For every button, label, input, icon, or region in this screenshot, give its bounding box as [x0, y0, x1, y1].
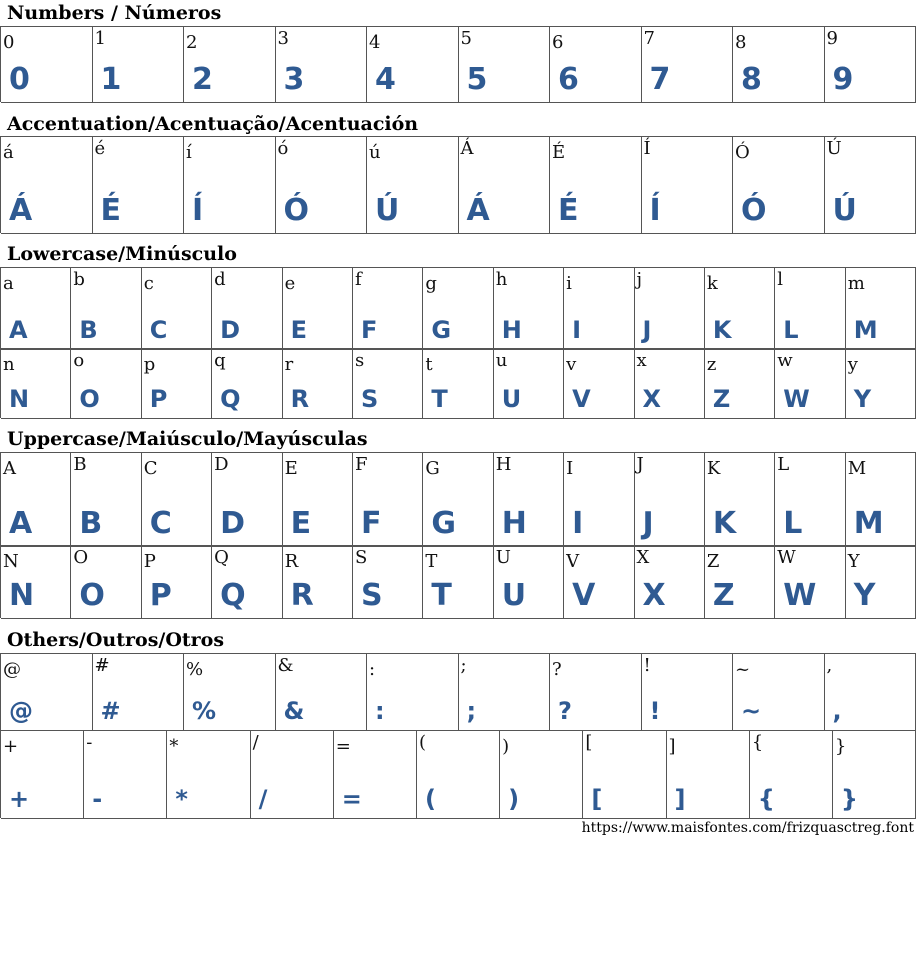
character-label: ? [552, 659, 562, 680]
glyph-cell [167, 731, 250, 819]
glyph-cell [93, 137, 185, 234]
glyph-cell [705, 349, 775, 419]
font-sample-glyph: ] [674, 785, 686, 813]
glyph-cell [71, 546, 141, 619]
font-sample-glyph: } [840, 785, 858, 813]
character-label: 2 [186, 32, 198, 53]
character-label: S [354, 547, 368, 568]
glyph-cell [667, 731, 750, 819]
glyph-cell [705, 546, 775, 619]
glyph-row [0, 348, 916, 418]
glyph-cell [775, 546, 845, 619]
font-sample-glyph: O [79, 385, 100, 413]
font-sample-glyph: L [783, 316, 799, 344]
character-label: B [73, 454, 87, 475]
character-label: a [3, 273, 14, 294]
character-label: = [335, 736, 351, 757]
character-label: u [495, 350, 508, 371]
font-sample-glyph: T [431, 385, 448, 413]
section-title: Numbers / Números [7, 2, 222, 24]
character-label: c [143, 273, 154, 294]
glyph-cell [212, 453, 282, 547]
font-sample-glyph: Í [649, 193, 661, 228]
glyph-cell [334, 731, 417, 819]
font-sample-glyph: 7 [649, 62, 671, 97]
glyph-cell [635, 268, 705, 350]
character-label: 7 [643, 28, 655, 49]
font-sample-glyph: A [9, 316, 28, 344]
section-title: Accentuation/Acentuação/Acentuación [7, 113, 419, 135]
glyph-cell [459, 137, 551, 234]
font-sample-glyph: B [79, 316, 98, 344]
glyph-cell [212, 546, 282, 619]
character-label: s [354, 350, 365, 371]
character-label: v [566, 354, 577, 375]
character-label: K [706, 458, 721, 479]
glyph-cell [283, 453, 353, 547]
character-label: 1 [94, 28, 106, 49]
character-label: + [3, 736, 19, 757]
character-label: á [3, 142, 14, 163]
glyph-cell [276, 137, 368, 234]
character-label: ! [643, 655, 651, 676]
character-label: # [94, 655, 110, 676]
character-label: 5 [460, 28, 472, 49]
font-sample-glyph: X [642, 578, 666, 613]
character-label: J [636, 454, 644, 475]
glyph-cell [846, 546, 916, 619]
glyph-row [0, 545, 916, 618]
character-label: 6 [552, 32, 564, 53]
font-sample-glyph: S [360, 578, 383, 613]
font-sample-glyph: H [501, 316, 522, 344]
glyph-cell [1, 546, 71, 619]
character-label: * [169, 736, 179, 757]
character-label: b [73, 269, 85, 290]
glyph-cell [564, 453, 634, 547]
font-sample-glyph: : [375, 697, 385, 725]
glyph-cell [423, 546, 493, 619]
glyph-cell [564, 546, 634, 619]
font-sample-glyph: Ó [741, 193, 767, 228]
font-sample-glyph: Ú [375, 193, 400, 228]
glyph-cell [71, 453, 141, 547]
font-sample-glyph: / [258, 785, 268, 813]
font-sample-glyph: K [712, 316, 732, 344]
glyph-cell [423, 349, 493, 419]
character-label: y [847, 354, 858, 375]
font-sample-glyph: 0 [9, 62, 30, 97]
glyph-cell [500, 731, 583, 819]
glyph-cell [775, 453, 845, 547]
font-sample-glyph: Z [712, 578, 735, 613]
character-label: T [425, 551, 438, 572]
glyph-cell [459, 27, 551, 103]
glyph-cell [550, 137, 642, 234]
character-label: Q [214, 547, 229, 568]
glyph-cell [367, 137, 459, 234]
font-sample-glyph: Ú [832, 193, 857, 228]
glyph-row [0, 26, 916, 102]
character-label: G [425, 458, 440, 479]
glyph-cell [1, 27, 93, 103]
glyph-cell [353, 268, 423, 350]
glyph-row [0, 136, 916, 233]
glyph-cell [583, 731, 666, 819]
glyph-cell [423, 268, 493, 350]
glyph-cell [635, 546, 705, 619]
font-sample-glyph: I [572, 316, 582, 344]
character-label: ) [502, 736, 510, 757]
character-label: N [3, 551, 19, 572]
font-sample-glyph: Y [853, 385, 872, 413]
font-sample-glyph: I [572, 506, 584, 541]
character-label: / [252, 732, 259, 753]
character-label: ; [460, 655, 467, 676]
glyph-cell [1, 731, 84, 819]
character-label: k [706, 273, 718, 294]
font-sample-glyph: ; [466, 697, 477, 725]
font-sample-glyph: R [290, 578, 314, 613]
font-sample-glyph: 9 [832, 62, 854, 97]
font-sample-glyph: ) [508, 785, 520, 813]
character-label: n [3, 354, 15, 375]
glyph-cell [71, 268, 141, 350]
font-sample-glyph: ( [424, 785, 436, 813]
glyph-cell [1, 349, 71, 419]
section-title: Others/Outros/Otros [7, 629, 225, 651]
character-label: ú [369, 142, 381, 163]
glyph-cell [705, 453, 775, 547]
font-sample-glyph: ? [558, 697, 572, 725]
font-sample-glyph: 5 [466, 62, 488, 97]
glyph-cell [494, 453, 564, 547]
character-label: q [214, 350, 226, 371]
character-label: w [777, 350, 793, 371]
character-label: R [284, 551, 299, 572]
font-sample-glyph: W [783, 385, 810, 413]
font-sample-glyph: S [360, 385, 379, 413]
glyph-cell [550, 27, 642, 103]
glyph-cell [494, 546, 564, 619]
character-label: j [636, 269, 643, 290]
character-label: Ó [735, 142, 750, 163]
character-label: Z [706, 551, 720, 572]
glyph-cell [733, 27, 825, 103]
character-label: F [354, 454, 368, 475]
character-label: O [73, 547, 89, 568]
font-sample-glyph: J [642, 316, 652, 344]
glyph-cell [142, 546, 212, 619]
font-sample-glyph: P [149, 578, 172, 613]
character-label: i [566, 273, 572, 294]
font-sample-glyph: { [757, 785, 775, 813]
glyph-cell [184, 27, 276, 103]
source-url: https://www.maisfontes.com/frizquasctreg.font [581, 820, 914, 836]
font-sample-glyph: G [431, 506, 456, 541]
font-sample-glyph: F [360, 506, 382, 541]
font-sample-glyph: Q [220, 385, 241, 413]
glyph-cell [733, 137, 825, 234]
font-sample-glyph: 4 [375, 62, 396, 97]
glyph-cell [642, 27, 734, 103]
glyph-cell [93, 654, 185, 731]
glyph-cell [276, 654, 368, 731]
character-label: e [284, 273, 296, 294]
font-sample-glyph: = [341, 785, 362, 813]
glyph-cell [550, 654, 642, 731]
font-sample-glyph: T [431, 578, 452, 613]
character-label: 8 [735, 32, 747, 53]
character-label: 0 [3, 32, 15, 53]
glyph-cell [212, 349, 282, 419]
glyph-cell [423, 453, 493, 547]
glyph-cell [459, 654, 551, 731]
font-sample-glyph: 1 [100, 62, 122, 97]
glyph-cell [353, 453, 423, 547]
glyph-row [0, 730, 916, 818]
character-label: m [847, 273, 865, 294]
font-sample-glyph: D [220, 506, 246, 541]
character-label: D [214, 454, 229, 475]
font-sample-glyph: @ [9, 697, 33, 725]
character-label: x [636, 350, 647, 371]
character-label: X [636, 547, 650, 568]
glyph-cell [1, 453, 71, 547]
character-label: , [826, 655, 833, 676]
font-sample-glyph: R [290, 385, 310, 413]
character-label: r [284, 354, 294, 375]
character-label: @ [3, 659, 21, 680]
glyph-cell [367, 654, 459, 731]
character-label: É [552, 142, 566, 163]
font-sample-glyph: % [192, 697, 217, 725]
font-sample-glyph: , [832, 697, 842, 725]
font-sample-glyph: Á [9, 193, 33, 228]
font-sample-glyph: É [100, 193, 121, 228]
font-sample-glyph: Z [712, 385, 731, 413]
font-sample-glyph: F [360, 316, 378, 344]
font-sample-glyph: C [149, 506, 172, 541]
font-sample-glyph: * [175, 785, 188, 813]
glyph-cell [825, 27, 916, 103]
character-label: & [277, 655, 294, 676]
glyph-cell [705, 268, 775, 350]
font-sample-glyph: P [149, 385, 168, 413]
font-sample-glyph: 2 [192, 62, 213, 97]
character-label: 4 [369, 32, 381, 53]
character-label: Í [643, 138, 651, 159]
character-label: L [777, 454, 790, 475]
character-label: l [777, 269, 784, 290]
font-sample-glyph: ~ [741, 697, 762, 725]
character-label: P [143, 551, 156, 572]
character-label: ~ [735, 659, 751, 680]
glyph-cell [1, 268, 71, 350]
font-sample-glyph: E [290, 316, 307, 344]
font-sample-glyph: N [9, 578, 35, 613]
glyph-cell [84, 731, 167, 819]
font-sample-glyph: O [79, 578, 105, 613]
glyph-row [0, 452, 916, 546]
character-label: - [86, 732, 93, 753]
font-sample-glyph: H [501, 506, 527, 541]
font-sample-glyph: X [642, 385, 662, 413]
font-sample-glyph: W [783, 578, 817, 613]
glyph-cell [93, 27, 185, 103]
character-label: f [354, 269, 362, 290]
glyph-cell [142, 349, 212, 419]
character-label: : [369, 659, 376, 680]
font-sample-glyph: ! [649, 697, 661, 725]
font-sample-glyph: É [558, 193, 579, 228]
character-label: C [143, 458, 158, 479]
glyph-cell [635, 453, 705, 547]
glyph-cell [775, 349, 845, 419]
glyph-cell [283, 546, 353, 619]
character-label: % [186, 659, 204, 680]
font-sample-glyph: N [9, 385, 30, 413]
character-label: í [186, 142, 192, 163]
font-sample-glyph: K [712, 506, 737, 541]
glyph-cell [276, 27, 368, 103]
glyph-cell [775, 268, 845, 350]
glyph-cell [494, 268, 564, 350]
character-label: z [706, 354, 717, 375]
glyph-cell [142, 453, 212, 547]
glyph-cell [833, 731, 916, 819]
character-label: t [425, 354, 433, 375]
font-sample-glyph: & [283, 697, 305, 725]
glyph-cell [846, 453, 916, 547]
glyph-cell [353, 349, 423, 419]
font-sample-glyph: V [572, 385, 591, 413]
character-label: Á [460, 138, 474, 159]
glyph-cell [846, 268, 916, 350]
character-label: ó [277, 138, 289, 159]
character-label: Ú [826, 138, 842, 159]
character-label: 3 [277, 28, 289, 49]
glyph-cell [353, 546, 423, 619]
glyph-cell [564, 349, 634, 419]
character-label: H [495, 454, 512, 475]
glyph-cell [184, 654, 276, 731]
glyph-cell [846, 349, 916, 419]
glyph-cell [1, 654, 93, 731]
font-sample-glyph: M [853, 316, 878, 344]
glyph-cell [825, 654, 916, 731]
character-label: U [495, 547, 511, 568]
font-sample-glyph: 6 [558, 62, 579, 97]
glyph-cell [251, 731, 334, 819]
font-sample-glyph: E [290, 506, 312, 541]
character-label: é [94, 138, 106, 159]
font-sample-glyph: Q [220, 578, 246, 613]
glyph-cell [212, 268, 282, 350]
font-sample-glyph: V [572, 578, 596, 613]
character-label: Y [847, 551, 860, 572]
font-sample-glyph: 3 [283, 62, 305, 97]
character-label: W [777, 547, 796, 568]
character-label: p [143, 354, 156, 375]
font-sample-glyph: U [501, 578, 527, 613]
glyph-cell [564, 268, 634, 350]
glyph-cell [642, 137, 734, 234]
font-sample-glyph: Á [466, 193, 490, 228]
glyph-cell [417, 731, 500, 819]
font-sample-glyph: D [220, 316, 241, 344]
character-label: 9 [826, 28, 838, 49]
font-sample-glyph: [ [591, 785, 603, 813]
character-label: d [214, 269, 226, 290]
character-label: ] [668, 736, 676, 757]
character-label: [ [585, 732, 593, 753]
glyph-cell [642, 654, 734, 731]
glyph-cell [184, 137, 276, 234]
character-label: o [73, 350, 85, 371]
glyph-cell [1, 137, 93, 234]
font-sample-glyph: - [92, 785, 103, 813]
glyph-row [0, 653, 916, 730]
glyph-cell [142, 268, 212, 350]
character-label: h [495, 269, 508, 290]
glyph-cell [283, 349, 353, 419]
glyph-cell [635, 349, 705, 419]
character-label: A [3, 458, 16, 479]
font-sample-glyph: A [9, 506, 33, 541]
section-title: Uppercase/Maiúsculo/Mayúsculas [7, 428, 368, 450]
glyph-cell [283, 268, 353, 350]
glyph-cell [733, 654, 825, 731]
character-label: V [566, 551, 580, 572]
character-label: I [566, 458, 574, 479]
font-sample-glyph: Í [192, 193, 204, 228]
font-sample-glyph: M [853, 506, 884, 541]
font-sample-glyph: B [79, 506, 103, 541]
section-title: Lowercase/Minúsculo [7, 243, 237, 265]
character-label: g [425, 273, 437, 294]
character-label: { [751, 732, 764, 753]
font-sample-glyph: G [431, 316, 452, 344]
font-sample-glyph: L [783, 506, 803, 541]
font-sample-glyph: C [149, 316, 168, 344]
glyph-cell [750, 731, 833, 819]
glyph-cell [494, 349, 564, 419]
font-sample-glyph: # [100, 697, 121, 725]
font-sample-glyph: U [501, 385, 522, 413]
font-sample-glyph: 8 [741, 62, 762, 97]
character-label: ( [418, 732, 426, 753]
glyph-row [0, 267, 916, 349]
glyph-cell [367, 27, 459, 103]
font-sample-glyph: Ó [283, 193, 310, 228]
glyph-cell [825, 137, 916, 234]
character-label: } [834, 736, 847, 757]
font-sample-glyph: J [642, 506, 654, 541]
character-label: E [284, 458, 298, 479]
font-sample-glyph: + [9, 785, 30, 813]
font-sample-glyph: Y [853, 578, 876, 613]
character-label: M [847, 458, 867, 479]
glyph-cell [71, 349, 141, 419]
